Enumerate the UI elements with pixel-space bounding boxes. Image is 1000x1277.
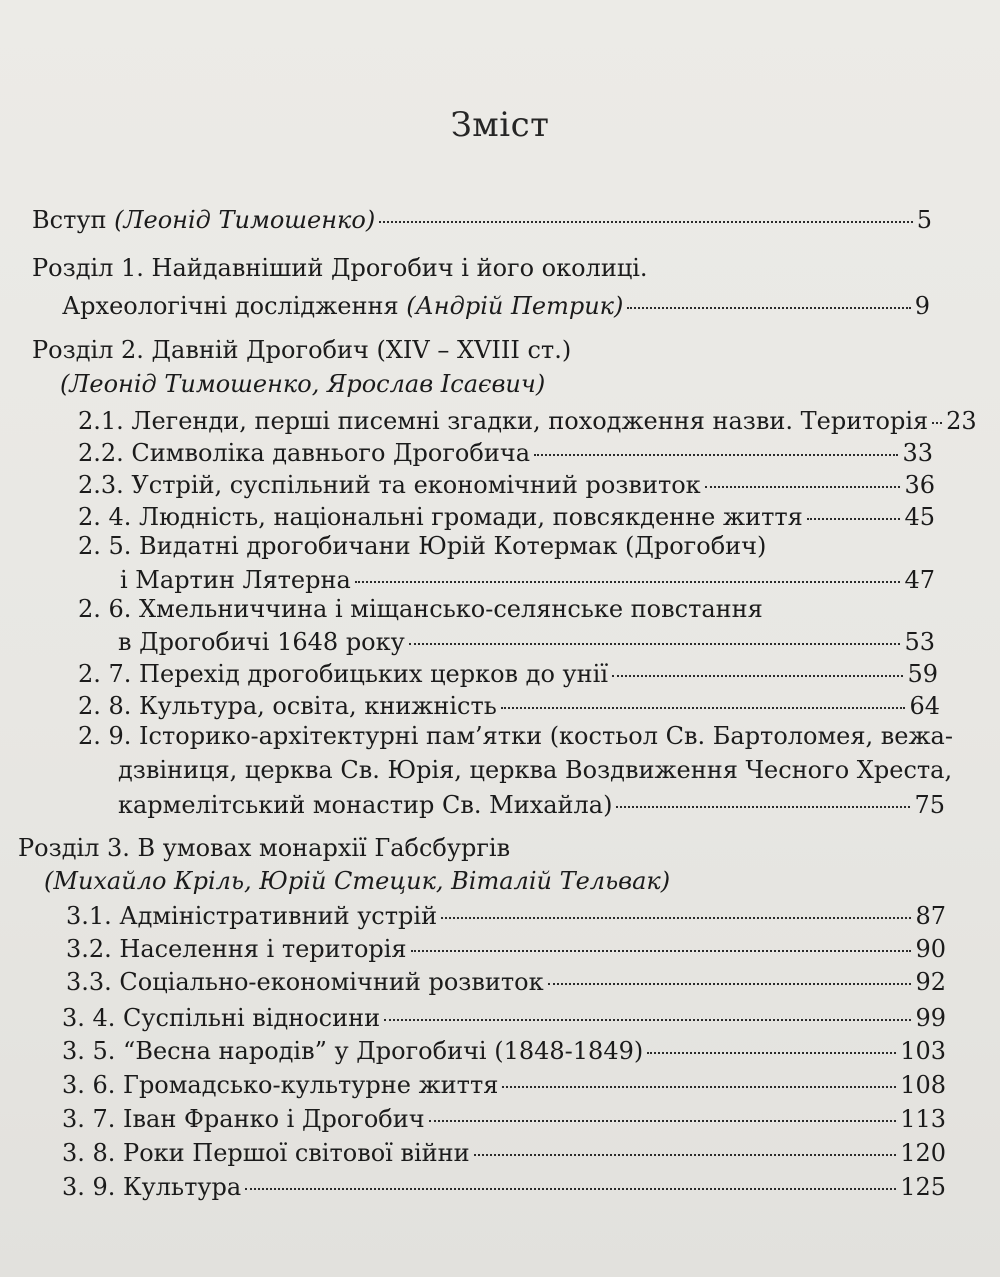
page-number: 53 (904, 628, 935, 656)
toc-entry-3-6[interactable] (62, 1070, 946, 1100)
toc-entry-2-9-line1[interactable]: 2. 9. Історико-архітектурні пам’ятки (костьол Св. Бартоломея, вежа- (78, 722, 953, 750)
toc-entry-3-3[interactable] (66, 967, 946, 997)
page-number: 59 (907, 660, 938, 688)
toc-entry-intro[interactable] (32, 205, 932, 235)
leader-dots (807, 518, 901, 520)
entry-label: 3. 7. Іван Франко і Дрогобич (62, 1105, 425, 1133)
leader-dots (705, 486, 901, 488)
page-title: Зміст (450, 105, 550, 145)
toc-entry-3-5[interactable] (62, 1036, 946, 1066)
entry-label: 3. 6. Громадсько-культурне життя (62, 1071, 499, 1099)
toc-entry-2-6-line1[interactable]: 2. 6. Хмельниччина і міщансько-селянське повстання (78, 595, 763, 623)
toc-entry-2-6[interactable] (118, 627, 935, 657)
page-number: 103 (900, 1037, 946, 1065)
entry-label: в Дрогобичі 1648 року (118, 628, 405, 656)
leader-dots (245, 1188, 896, 1190)
toc-entry-2-9-line2: дзвіниця, церква Св. Юрія, церква Воздвиження Чесного Хреста, (118, 756, 953, 784)
leader-dots (409, 643, 901, 645)
toc-entry-3-8[interactable] (62, 1138, 946, 1168)
entry-label: 3.2. Населення і територія (66, 935, 407, 963)
entry-label: 3. 8. Роки Першої світової війни (62, 1139, 470, 1167)
leader-dots (502, 1086, 896, 1088)
entry-label: 2.3. Устрій, суспільний та економічний розвиток (78, 471, 701, 499)
page-number: 108 (900, 1071, 946, 1099)
leader-dots (534, 454, 898, 456)
section-3-title[interactable]: Розділ 3. В умовах монархії Габсбургів (18, 834, 511, 862)
entry-label: 2.2. Символіка давнього Дрогобича (78, 439, 531, 467)
entry-label: 2.1. Легенди, перші писемні згадки, походження назви. Територія (78, 407, 929, 435)
page-number: 75 (914, 791, 945, 819)
page-number: 36 (904, 471, 935, 499)
toc-entry-3-2[interactable] (66, 934, 946, 964)
entry-label: Вступ (32, 206, 107, 234)
entry-label: 3.3. Соціально-економічний розвиток (66, 968, 544, 996)
leader-dots (647, 1052, 896, 1054)
toc-entry-2-4[interactable] (78, 502, 935, 532)
page-number: 9 (914, 292, 930, 320)
entry-label: 3.1. Адміністративний устрій (66, 902, 438, 930)
page-number: 92 (915, 968, 946, 996)
page-number: 99 (915, 1004, 946, 1032)
toc-entry-3-4[interactable] (62, 1003, 946, 1033)
page-number: 120 (900, 1139, 946, 1167)
page-number: 23 (946, 407, 977, 435)
page-number: 87 (915, 902, 946, 930)
page-number: 45 (904, 503, 935, 531)
leader-dots (379, 221, 913, 223)
entry-label: кармелітський монастир Св. Михайла) (118, 791, 613, 819)
leader-dots (429, 1120, 897, 1122)
toc-entry-2-5[interactable] (120, 565, 935, 595)
toc-entry-2-2[interactable] (78, 438, 933, 468)
leader-dots (616, 806, 910, 808)
toc-entry-3-9[interactable] (62, 1172, 946, 1202)
page-number: 113 (900, 1105, 946, 1133)
section-2-title[interactable]: Розділ 2. Давній Дрогобич (XIV – XVIII ст.) (32, 336, 572, 364)
section-3-authors: (Михайло Кріль, Юрій Стецик, Віталій Тельвак) (44, 867, 671, 895)
leader-dots (474, 1154, 897, 1156)
entry-label: 2. 4. Людність, національні громади, повсякденне життя (78, 503, 803, 531)
leader-dots (355, 581, 901, 583)
section-2-authors: (Леонід Тимошенко, Ярослав Ісаєвич) (60, 370, 546, 398)
page-number: 125 (900, 1173, 946, 1201)
leader-dots (441, 917, 911, 919)
page-number: 33 (902, 439, 933, 467)
leader-dots (411, 950, 912, 952)
entry-label: 3. 9. Культура (62, 1173, 242, 1201)
entry-label: 3. 4. Суспільні відносини (62, 1004, 381, 1032)
entry-label: 3. 5. “Весна народів” у Дрогобичі (1848-1849) (62, 1037, 644, 1065)
toc-entry-2-1[interactable] (78, 406, 977, 436)
toc-entry-2-7[interactable] (78, 659, 938, 689)
toc-entry-2-8[interactable] (78, 691, 940, 721)
page-number: 90 (915, 935, 946, 963)
toc-entry-2-5-line1[interactable]: 2. 5. Видатні дрогобичани Юрій Котермак (Дрогобич) (78, 532, 767, 560)
leader-dots (932, 422, 942, 424)
entry-label: Археологічні дослідження (62, 292, 399, 320)
toc-entry-2-3[interactable] (78, 470, 935, 500)
entry-author: (Леонід Тимошенко) (114, 206, 376, 234)
entry-label: і Мартин Лятерна (120, 566, 351, 594)
leader-dots (548, 983, 912, 985)
page-number: 64 (909, 692, 940, 720)
leader-dots (501, 707, 906, 709)
toc-entry-section-1[interactable] (62, 291, 930, 321)
entry-label: 2. 8. Культура, освіта, книжність (78, 692, 497, 720)
toc-entry-3-7[interactable] (62, 1104, 946, 1134)
entry-label: 2. 7. Перехід дрогобицьких церков до унії (78, 660, 609, 688)
section-1-title[interactable]: Розділ 1. Найдавніший Дрогобич і його околиці. (32, 254, 648, 282)
toc-entry-2-9[interactable] (118, 790, 945, 820)
leader-dots (612, 675, 903, 677)
entry-author: (Андрій Петрик) (406, 292, 624, 320)
page-number: 5 (916, 206, 932, 234)
toc-entry-3-1[interactable] (66, 901, 946, 931)
page-number: 47 (904, 566, 935, 594)
leader-dots (627, 307, 910, 309)
leader-dots (384, 1019, 911, 1021)
